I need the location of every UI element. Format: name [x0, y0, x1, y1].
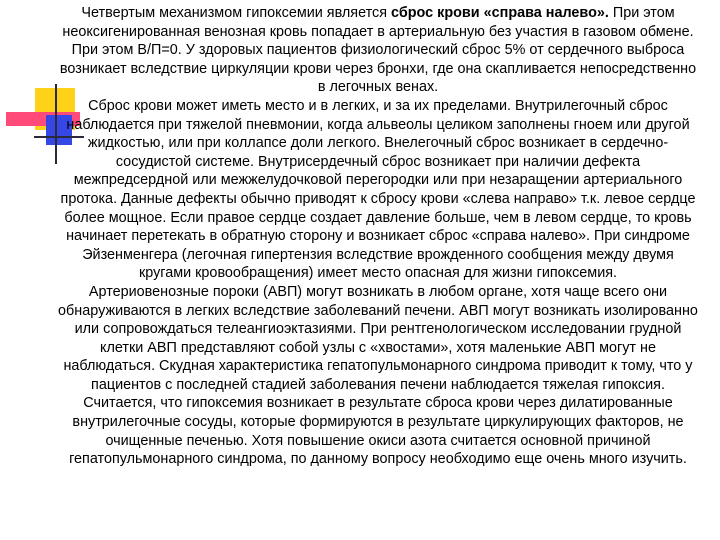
- decor-vertical-line: [55, 84, 57, 164]
- paragraph-1-emphasis: сброс крови «справа налево».: [391, 5, 609, 21]
- paragraph-1-intro: Четвертым механизмом гипоксемии является: [81, 5, 392, 21]
- paragraph-1-rest: При этом неоксигенированная венозная кровь попадает в артериальную без участия в газовом обмене. При этом В/П=0. У здоровых пациентов физиологический сброс 5% от сердечного выброса возникает вследствие циркуляции крови через бронхи, где она скапливается непосредственно в легочных венах.: [59, 5, 697, 96]
- paragraph-1: [58, 4, 698, 97]
- paragraph-3: Артериовенозные пороки (АВП) могут возникать в любом органе, хотя чаще всего они обнаруживаются в легких вследствие заболеваний печени. АВП могут возникать изолированно или сопровождаться телеангиоэктазиями. При рентгенологическом исследовании грудной клетки АВП представляют собой узлы с «хвостами», хотя маленькие АВП могут не наблюдаться. Скудная характеристика гепатопульмонарного синдрома приводит к тому, что у пациентов с последней стадией заболевания печени наблюдается тяжелая гипоксия. Считается, что гипоксемия возникает в результате сброса крови через дилатированные внутрилегочные сосуды, которые формируются в результате циркулирующих факторов, не очищенные печенью. Хотя повышение окиси азота считается основной причиной гепатопульмонарного синдрома, по данному вопросу необходимо еще очень много изучить.: [58, 283, 698, 468]
- slide-body-text: [58, 4, 698, 469]
- paragraph-2: Сброс крови может иметь место и в легких, и за их пределами. Внутрилегочный сброс наблюдается при тяжелой пневмонии, когда альвеолы целиком заполнены гноем или другой жидкостью, или при коллапсе доли легкого. Внелегочный сброс возникает в сердечно-сосудистой системе. Внутрисердечный сброс возникает при наличии дефекта межпредсердной или межжелудочковой перегородки или при незаращении артериального протока. Данные дефекты обычно приводят к сбросу крови «слева направо» т.к. левое сердце более мощное. Если правое сердце создает давление больше, чем в левом сердце, то кровь начинает перетекать в обратную сторону и возникает сброс «справа налево». При синдроме Эйзенменгера (легочная гипертензия вследствие врожденного сообщения между двумя кругами кровообращения) имеет место опасная для жизни гипоксемия.: [60, 97, 696, 282]
